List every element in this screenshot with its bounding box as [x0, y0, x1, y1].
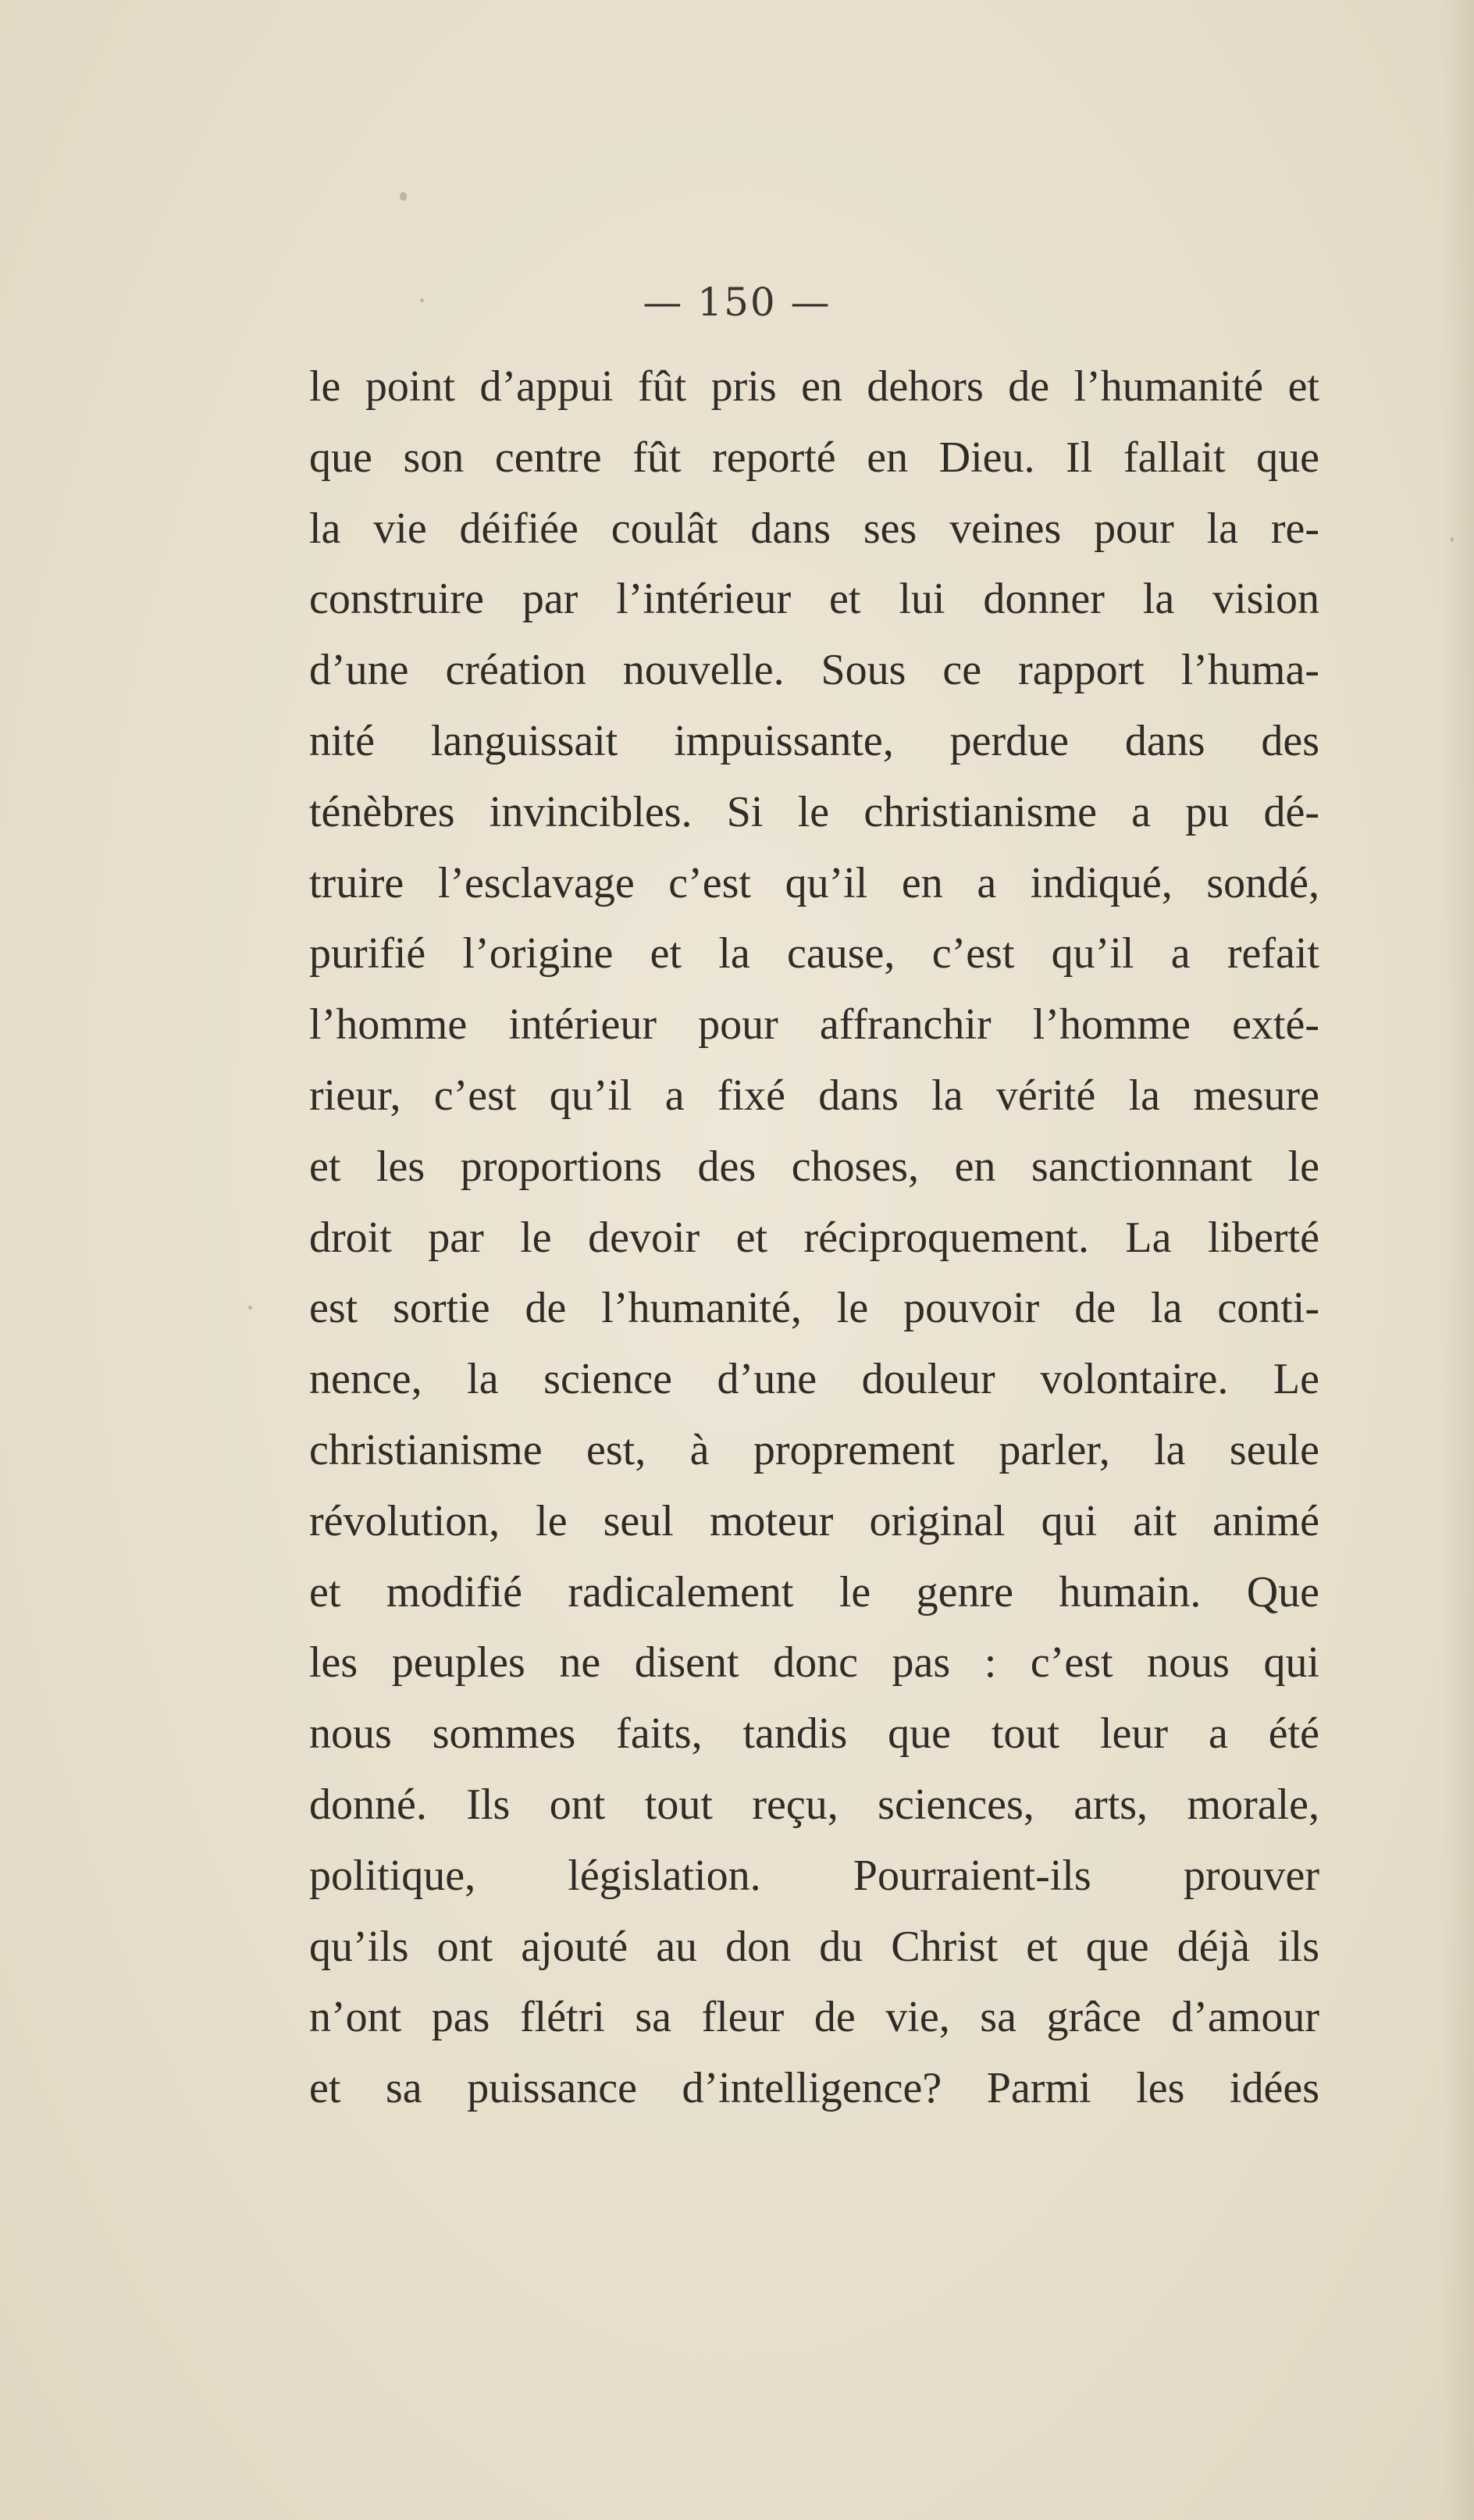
text-line: et modifié radicalement le genre humain. Que [309, 1567, 1319, 1616]
text-line: nité languissait impuissante, perdue dans des [309, 716, 1319, 765]
text-line: nence, la science d’une douleur volontaire. Le [309, 1355, 1319, 1404]
paper-speck [1451, 537, 1454, 542]
body-text [309, 351, 1319, 2124]
text-line: nous sommes faits, tandis que tout leur a été [309, 1709, 1319, 1759]
text-line: construire par l’intérieur et lui donner la vision [309, 575, 1319, 624]
text-line: révolution, le seul moteur original qui ait animé [309, 1496, 1319, 1545]
text-line: que son centre fût reporté en Dieu. Il fallait que [309, 433, 1319, 482]
text-line: est sortie de l’humanité, le pouvoir de la conti- [309, 1284, 1319, 1333]
text-line: ténèbres invincibles. Si le christianisme a pu dé- [309, 787, 1319, 836]
paper-speck [248, 1306, 252, 1310]
text-line: d’une création nouvelle. Sous ce rapport l’huma- [309, 646, 1319, 695]
text-line: politique, législation. Pourraient-ils prouver [309, 1851, 1319, 1900]
text-line: et sa puissance d’intelligence? Parmi les idées [309, 2064, 1319, 2113]
text-line: rieur, c’est qu’il a fixé dans la vérité la mesure [309, 1071, 1319, 1120]
text-line: christianisme est, à proprement parler, la seule [309, 1425, 1319, 1474]
text-line: la vie déifiée coulât dans ses veines pour la re- [309, 504, 1319, 553]
paper-speck [400, 192, 407, 201]
text-line: purifié l’origine et la cause, c’est qu’il a refait [309, 929, 1319, 978]
text-line: truire l’esclavage c’est qu’il en a indiqué, sondé, [309, 858, 1319, 907]
text-line: donné. Ils ont tout reçu, sciences, arts, morale, [309, 1780, 1319, 1829]
page-edge-shadow [1443, 0, 1474, 2520]
text-line: l’homme intérieur pour affranchir l’homme exté- [309, 1000, 1319, 1050]
text-line: et les proportions des choses, en sanctionnant le [309, 1142, 1319, 1191]
text-line: les peuples ne disent donc pas : c’est nous qui [309, 1638, 1319, 1688]
text-line: qu’ils ont ajouté au don du Christ et que déjà ils [309, 1922, 1319, 1971]
text-line: droit par le devoir et réciproquement. La liberté [309, 1213, 1319, 1262]
page-number: — 150 — [643, 280, 831, 325]
text-line: le point d’appui fût pris en dehors de l’humanité et [309, 362, 1319, 411]
text-line: n’ont pas flétri sa fleur de vie, sa grâce d’amour [309, 1993, 1319, 2042]
